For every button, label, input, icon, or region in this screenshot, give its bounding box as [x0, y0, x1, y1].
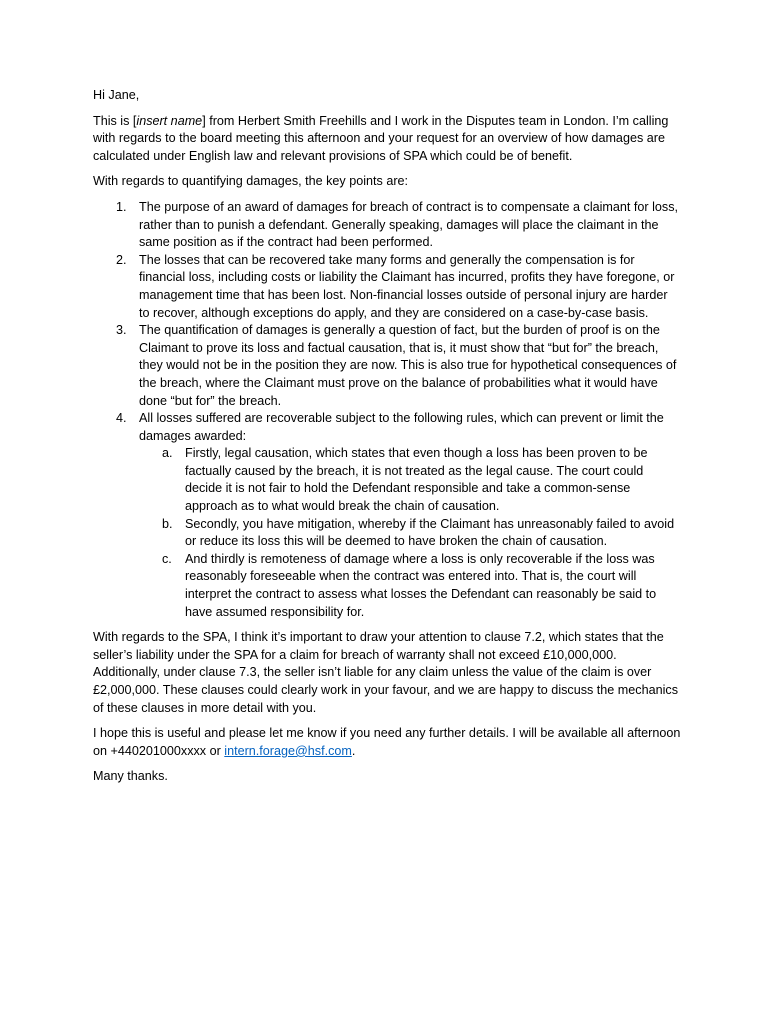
list-number: 2. [116, 252, 127, 267]
list-item [116, 410, 681, 621]
list-item-text: The purpose of an award of damages for breach of contract is to compensate a claimant for loss, rather than to punish a defendant. Generally speaking, damages will place the claimant in the same position as if the contract had been performed. [139, 199, 679, 250]
sublist-item [162, 445, 681, 515]
closing-paragraph [93, 725, 681, 760]
signoff: Many thanks. [93, 769, 168, 784]
list-number: 4. [116, 411, 127, 426]
sublist-item-text: And thirdly is remoteness of damage where a loss is only recoverable if the loss was reasonably foreseeable when the contract was entered into. That is, the court will interpret the contract to assess what losses the Defendant can reasonably be said to have assumed responsibility for. [185, 551, 657, 619]
sublist-letter: c. [162, 551, 172, 566]
lead-in: With regards to quantifying damages, the key points are: [93, 174, 409, 189]
list-item-text: The quantification of damages is generally a question of fact, but the burden of proof is on the Claimant to prove its loss and factual causation, that is, it must show that “but for” the breach, they would not be in the position they are now. This is also true for hypothetical consequences of the breach, where the Claimant must prove on the balance of probabilities what it would have done “but for” the breach. [139, 323, 677, 408]
rules-sublist [139, 445, 681, 621]
list-item [116, 322, 681, 410]
spa-paragraph: With regards to the SPA, I think it’s important to draw your attention to clause 7.2, which states that the seller’s liability under the SPA for a claim for breach of warranty shall not exceed £10,000,000. Additionally, under clause 7.3, the seller isn’t liable for any claim unless the value of the claim is over £2,000,000. These clauses could clearly work in your favour, and we are happy to discuss the mechanics of these clauses in more detail with you. [93, 630, 679, 715]
letter-body [93, 87, 681, 794]
list-item [116, 199, 681, 252]
sublist-item-text: Secondly, you have mitigation, whereby if the Claimant has unreasonably failed to avoid or reduce its loss this will be deemed to have broken the chain of causation. [185, 516, 675, 549]
key-points-list [93, 199, 681, 621]
intro-before: This is [ [93, 113, 137, 128]
closing-after: . [351, 743, 356, 758]
greeting: Hi Jane, [93, 88, 140, 102]
list-item-text: All losses suffered are recoverable subject to the following rules, which can prevent or limit the damages awarded: [139, 411, 664, 443]
closing-before: I hope this is useful and please let me know if you need any further details. I will be available all afternoon on +440201000xxxx or [93, 726, 681, 758]
sublist-item [162, 551, 681, 621]
list-number: 1. [116, 199, 127, 214]
email-link[interactable]: intern.forage@hsf.com [224, 743, 352, 758]
sublist-letter: a. [162, 446, 173, 461]
sublist-item-text: Firstly, legal causation, which states that even though a loss has been proven to be factually caused by the breach, it is not treated as the legal cause. The court could decide it is not fair to hold the Defendant responsible and take a common-sense approach as to what would break the chain of causation. [185, 446, 648, 514]
intro-after: ] from Herbert Smith Freehills and I work in the Disputes team in London. I’m calling with regards to the board meeting this afternoon and your request for an overview of how damages are calculated under English law and relevant provisions of SPA which could be of benefit. [93, 113, 669, 163]
sublist-item [162, 516, 681, 551]
intro-paragraph [93, 113, 681, 166]
list-number: 3. [116, 323, 127, 338]
list-item-text: The losses that can be recovered take many forms and generally the compensation is for financial loss, including costs or liability the Claimant has incurred, profits they have foregone, or management time that has been lost. Non-financial losses outside of personal injury are harder to recover, although exceptions do apply, and they are considered on a case-by-case basis. [139, 252, 675, 320]
insert-name-placeholder: insert name [136, 113, 203, 128]
list-item [116, 252, 681, 322]
sublist-letter: b. [162, 516, 173, 531]
